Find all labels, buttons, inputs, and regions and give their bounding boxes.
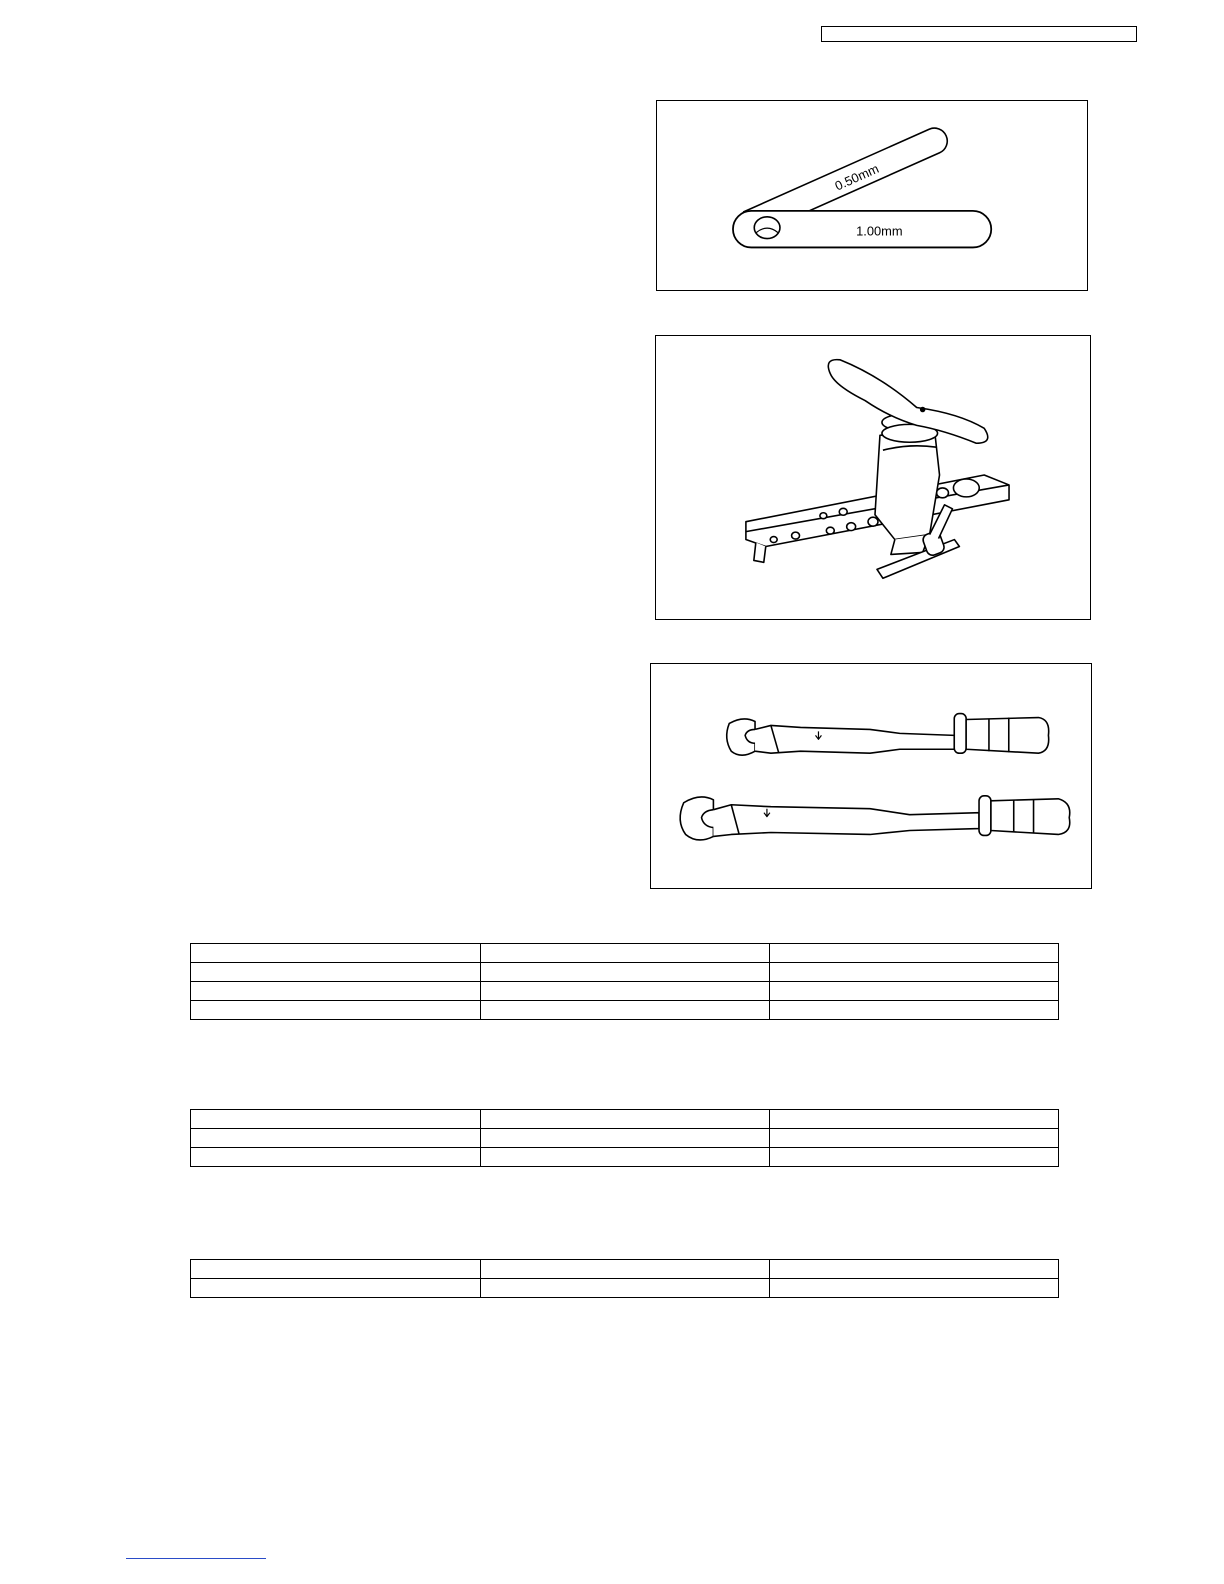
- table-cell: [770, 982, 1059, 1001]
- table-cell: [191, 944, 481, 963]
- table-cell: [481, 1279, 770, 1298]
- table-cell: [481, 1129, 770, 1148]
- table-cell: [770, 1001, 1059, 1020]
- table-row: [191, 1279, 1059, 1298]
- table-cell: [191, 1110, 481, 1129]
- table-cell: [191, 1001, 481, 1020]
- feeler-gauge-figure: [656, 100, 1088, 291]
- feeler-gauge-label-upper: 0.50mm: [832, 160, 882, 194]
- footer-link[interactable]: [126, 1558, 266, 1559]
- spec-table-3: [190, 1259, 1059, 1298]
- table-cell: [481, 944, 770, 963]
- table-cell: [770, 1279, 1059, 1298]
- table-cell: [770, 1260, 1059, 1279]
- table-cell: [191, 1279, 481, 1298]
- table-cell: [191, 982, 481, 1001]
- table-cell: [191, 1148, 481, 1167]
- table-cell: [481, 1001, 770, 1020]
- table-cell: [191, 1260, 481, 1279]
- table-cell: [481, 1148, 770, 1167]
- table-row: [191, 1110, 1059, 1129]
- table-row: [191, 1260, 1059, 1279]
- torque-wrench-icon: [651, 664, 1091, 888]
- table-cell: [191, 963, 481, 982]
- table-cell: [770, 1110, 1059, 1129]
- table-cell: [481, 982, 770, 1001]
- table-cell: [770, 944, 1059, 963]
- table-row: [191, 1001, 1059, 1020]
- table-row: [191, 1148, 1059, 1167]
- header-title-box: [821, 26, 1137, 42]
- table-cell: [481, 963, 770, 982]
- table-cell: [191, 1129, 481, 1148]
- table-cell: [770, 1148, 1059, 1167]
- table-row: [191, 982, 1059, 1001]
- feeler-gauge-icon: [657, 101, 1087, 290]
- torque-wrench-figure: [650, 663, 1092, 889]
- spec-table-1: [190, 943, 1059, 1020]
- table-cell: [481, 1260, 770, 1279]
- flaring-tool-icon: [656, 336, 1090, 619]
- table-row: [191, 944, 1059, 963]
- spec-table-2: [190, 1109, 1059, 1167]
- feeler-gauge-label-lower: 1.00mm: [856, 223, 903, 239]
- table-row: [191, 1129, 1059, 1148]
- flaring-tool-figure: [655, 335, 1091, 620]
- table-row: [191, 963, 1059, 982]
- table-cell: [770, 963, 1059, 982]
- table-cell: [770, 1129, 1059, 1148]
- table-cell: [481, 1110, 770, 1129]
